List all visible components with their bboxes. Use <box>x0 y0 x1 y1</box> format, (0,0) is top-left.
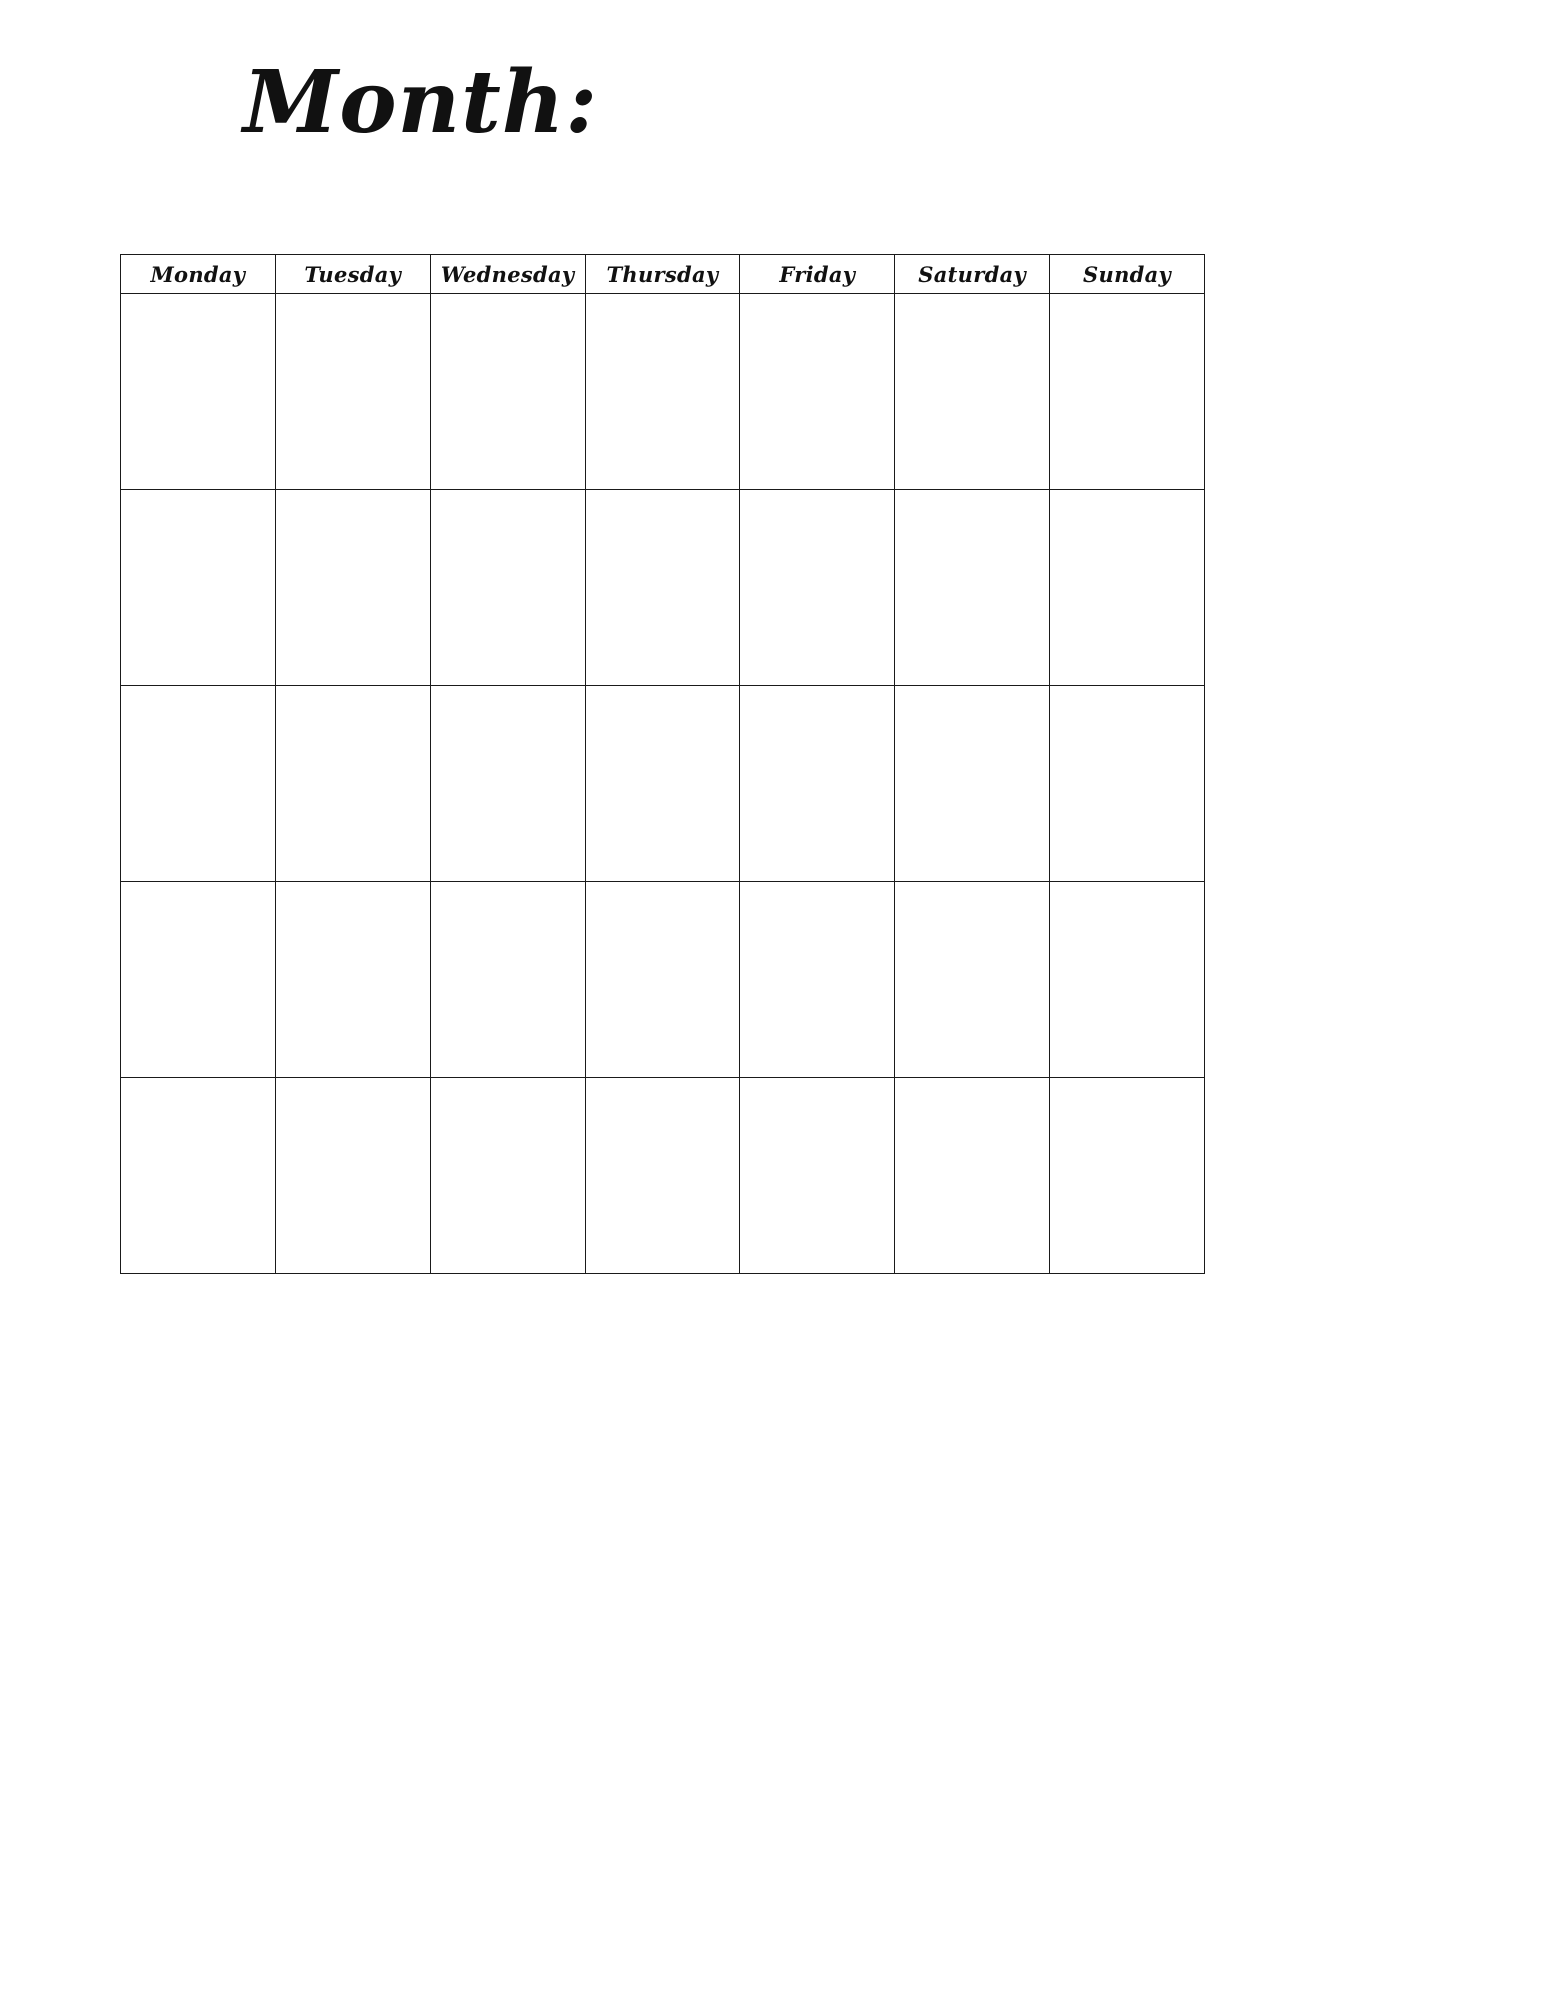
calendar-day-cell-content[interactable] <box>1050 686 1204 881</box>
calendar-day-cell-content[interactable] <box>1050 294 1204 489</box>
calendar-day-cell[interactable] <box>1050 1078 1205 1274</box>
calendar-day-cell[interactable] <box>275 882 430 1078</box>
calendar-day-cell[interactable] <box>895 490 1050 686</box>
calendar-day-cell-content[interactable] <box>431 686 585 881</box>
calendar-day-cell-content[interactable] <box>895 294 1049 489</box>
calendar-day-cell[interactable] <box>585 1078 740 1274</box>
calendar-week-row <box>121 882 1205 1078</box>
calendar-week-row <box>121 294 1205 490</box>
calendar-day-cell-content[interactable] <box>740 686 894 881</box>
calendar-day-cell-content[interactable] <box>121 294 275 489</box>
calendar-day-cell[interactable] <box>121 490 276 686</box>
calendar-day-cell[interactable] <box>895 882 1050 1078</box>
calendar-day-cell-content[interactable] <box>276 294 430 489</box>
calendar-day-cell[interactable] <box>1050 294 1205 490</box>
calendar-week-row <box>121 1078 1205 1274</box>
calendar-day-cell-content[interactable] <box>586 686 740 881</box>
calendar-day-cell[interactable] <box>895 686 1050 882</box>
calendar-day-cell[interactable] <box>895 1078 1050 1274</box>
calendar-day-cell-content[interactable] <box>121 490 275 685</box>
calendar-day-cell-content[interactable] <box>121 882 275 1077</box>
day-header-saturday: Saturday <box>895 255 1050 294</box>
calendar-body <box>121 294 1205 1274</box>
calendar-day-cell[interactable] <box>430 1078 585 1274</box>
calendar-day-cell[interactable] <box>1050 686 1205 882</box>
day-header-monday: Monday <box>121 255 276 294</box>
calendar-day-cell[interactable] <box>275 686 430 882</box>
calendar-day-cell-content[interactable] <box>895 490 1049 685</box>
calendar-day-cell[interactable] <box>585 294 740 490</box>
calendar-week-row <box>121 490 1205 686</box>
calendar-day-cell[interactable] <box>585 882 740 1078</box>
calendar-day-cell-content[interactable] <box>276 1078 430 1273</box>
calendar-day-cell-content[interactable] <box>1050 1078 1204 1273</box>
calendar-day-cell-content[interactable] <box>431 294 585 489</box>
calendar-day-cell[interactable] <box>895 294 1050 490</box>
calendar-day-cell-content[interactable] <box>276 882 430 1077</box>
calendar-day-cell-content[interactable] <box>121 686 275 881</box>
calendar-day-cell[interactable] <box>430 294 585 490</box>
calendar-day-cell[interactable] <box>430 686 585 882</box>
calendar-day-cell-content[interactable] <box>586 490 740 685</box>
calendar-day-cell-content[interactable] <box>586 882 740 1077</box>
calendar-day-cell-content[interactable] <box>276 686 430 881</box>
calendar-day-cell[interactable] <box>275 294 430 490</box>
calendar-day-cell-content[interactable] <box>276 490 430 685</box>
calendar-day-cell-content[interactable] <box>1050 490 1204 685</box>
calendar-day-cell[interactable] <box>121 882 276 1078</box>
day-header-tuesday: Tuesday <box>275 255 430 294</box>
calendar-week-row <box>121 686 1205 882</box>
day-header-thursday: Thursday <box>585 255 740 294</box>
calendar-day-cell[interactable] <box>740 294 895 490</box>
calendar-day-cell-content[interactable] <box>431 882 585 1077</box>
day-header-sunday: Sunday <box>1050 255 1205 294</box>
calendar-day-cell[interactable] <box>275 1078 430 1274</box>
calendar-day-cell-content[interactable] <box>895 1078 1049 1273</box>
calendar-day-cell[interactable] <box>740 686 895 882</box>
calendar-day-cell[interactable] <box>121 294 276 490</box>
calendar-day-cell-content[interactable] <box>431 490 585 685</box>
calendar-day-cell[interactable] <box>275 490 430 686</box>
calendar-day-cell-content[interactable] <box>740 882 894 1077</box>
calendar-day-cell[interactable] <box>740 490 895 686</box>
page-title: Month: <box>243 52 599 153</box>
day-header-wednesday: Wednesday <box>430 255 585 294</box>
calendar-day-cell-content[interactable] <box>1050 882 1204 1077</box>
calendar-day-cell-content[interactable] <box>740 490 894 685</box>
calendar-day-cell[interactable] <box>585 686 740 882</box>
calendar-day-cell[interactable] <box>121 1078 276 1274</box>
calendar-day-cell-content[interactable] <box>586 1078 740 1273</box>
calendar-day-cell-content[interactable] <box>740 294 894 489</box>
calendar-day-cell-content[interactable] <box>895 686 1049 881</box>
day-header-friday: Friday <box>740 255 895 294</box>
calendar-day-cell[interactable] <box>430 490 585 686</box>
monthly-calendar-grid <box>120 254 1205 1274</box>
calendar-day-cell-content[interactable] <box>586 294 740 489</box>
calendar-day-cell-content[interactable] <box>895 882 1049 1077</box>
calendar-day-cell-content[interactable] <box>431 1078 585 1273</box>
calendar-day-cell[interactable] <box>740 1078 895 1274</box>
calendar-header-row <box>121 255 1205 294</box>
calendar-day-cell[interactable] <box>740 882 895 1078</box>
calendar-day-cell[interactable] <box>430 882 585 1078</box>
calendar-day-cell-content[interactable] <box>740 1078 894 1273</box>
calendar-day-cell[interactable] <box>1050 882 1205 1078</box>
calendar-day-cell-content[interactable] <box>121 1078 275 1273</box>
calendar-day-cell[interactable] <box>1050 490 1205 686</box>
calendar-day-cell[interactable] <box>585 490 740 686</box>
calendar-day-cell[interactable] <box>121 686 276 882</box>
